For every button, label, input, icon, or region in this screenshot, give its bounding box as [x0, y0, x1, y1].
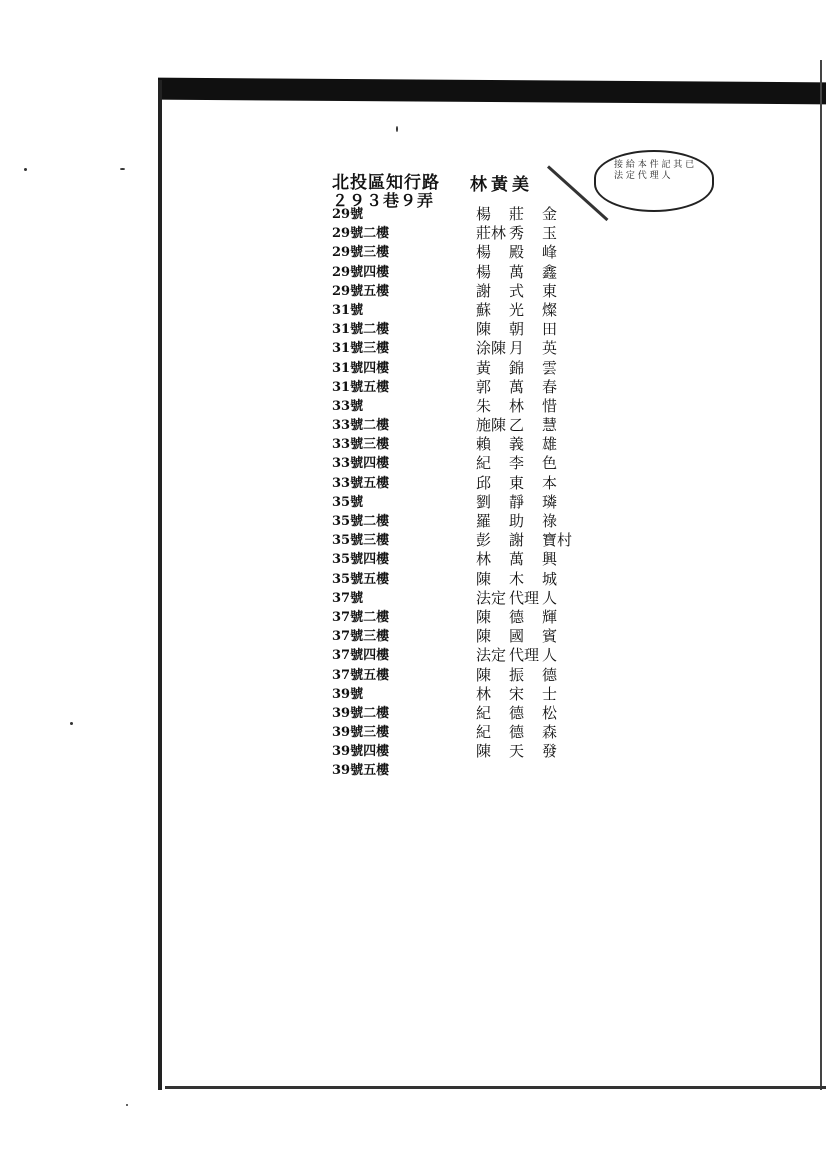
name-char: 峰 — [542, 243, 558, 262]
name-char: 興 — [542, 550, 558, 569]
address-row: 39號五樓 — [332, 763, 390, 779]
name-char: 彭 — [476, 531, 492, 550]
name-char: 秀 — [509, 224, 525, 243]
page-left-border — [158, 80, 162, 1090]
address-row: 33號二樓 — [332, 418, 390, 434]
address-row: 37號二樓 — [332, 609, 390, 625]
street-address-heading: 北投區知行路 — [332, 173, 440, 193]
name-char: 陳 — [476, 665, 492, 684]
resident-name-row — [476, 243, 576, 262]
resident-name-row — [476, 435, 576, 454]
name-char: 陳 — [476, 320, 492, 339]
name-char: 殿 — [509, 243, 525, 262]
name-char: 德 — [509, 723, 525, 742]
resident-name-row — [476, 378, 576, 397]
name-char: 田 — [542, 320, 558, 339]
address-row: 35號五樓 — [332, 571, 390, 587]
name-char: 靜 — [509, 492, 525, 511]
address-list — [332, 205, 389, 781]
address-row: 37號五樓 — [332, 667, 390, 683]
name-char: 松 — [542, 703, 558, 722]
address-row: 35號四樓 — [332, 552, 390, 568]
address-row: 31號四樓 — [332, 360, 390, 376]
name-char: 法定 — [476, 588, 507, 607]
name-char: 陳 — [476, 742, 492, 761]
name-char: 朱 — [476, 396, 492, 415]
name-char: 楊 — [476, 205, 492, 223]
name-char: 楊 — [476, 243, 492, 262]
resident-name-row — [476, 397, 576, 416]
resident-name-row — [476, 531, 576, 550]
stamp-line: 法 定 代 理 人 — [614, 171, 671, 181]
name-char: 黃 — [476, 358, 492, 377]
name-char: 萬 — [509, 262, 525, 281]
scan-speck — [126, 1104, 128, 1106]
resident-name-row — [476, 570, 576, 589]
address-row: 31號三樓 — [332, 341, 390, 357]
name-char: 莊 — [509, 205, 525, 223]
address-row: 35號三樓 — [332, 533, 390, 549]
address-row: 39號二樓 — [332, 705, 390, 721]
address-row: 31號五樓 — [332, 379, 390, 395]
name-char: 惜 — [542, 396, 558, 415]
address-row: 37號三樓 — [332, 629, 390, 645]
name-char: 代理 — [509, 588, 540, 607]
resident-name-row — [476, 550, 576, 569]
name-char: 萬 — [509, 550, 525, 569]
name-char: 士 — [542, 684, 558, 703]
name-char: 郭 — [476, 377, 492, 396]
name-char: 賓 — [542, 627, 558, 646]
name-char: 涂陳 — [476, 339, 507, 358]
name-char: 代理 — [509, 646, 540, 665]
resident-name-row — [476, 723, 576, 742]
name-char: 李 — [509, 454, 525, 473]
address-row: 33號 — [332, 398, 364, 414]
resident-name-row — [476, 608, 576, 627]
address-row: 37號 — [332, 590, 364, 606]
name-char: 法定 — [476, 646, 507, 665]
name-char: 色 — [542, 454, 558, 473]
name-char: 木 — [509, 569, 525, 588]
name-char: 羅 — [476, 512, 492, 530]
name-char: 輝 — [542, 607, 558, 626]
address-row: 29號 — [332, 207, 364, 222]
name-char: 金 — [542, 205, 558, 223]
resident-name-row — [476, 301, 576, 320]
scan-speck — [70, 722, 73, 725]
resident-name-row — [476, 224, 576, 243]
address-row: 29號四樓 — [332, 264, 390, 280]
name-char: 助 — [509, 512, 525, 530]
address-row: 33號四樓 — [332, 456, 390, 472]
resident-name-row — [476, 627, 576, 646]
scan-speck — [396, 126, 398, 132]
resident-name-row — [476, 320, 576, 339]
address-row: 39號 — [332, 686, 364, 702]
name-char: 謝 — [476, 281, 492, 300]
name-char: 玉 — [542, 224, 558, 243]
name-char: 林 — [476, 550, 492, 569]
resident-name-row — [476, 339, 576, 358]
name-char: 發 — [542, 742, 558, 761]
name-char: 宋 — [509, 684, 525, 703]
name-char: 義 — [509, 435, 525, 454]
name-char: 天 — [509, 742, 525, 761]
name-char: 德 — [509, 703, 525, 722]
name-char: 德 — [509, 607, 525, 626]
resident-name-row — [476, 589, 576, 608]
address-row: 39號三樓 — [332, 725, 390, 741]
address-row: 33號五樓 — [332, 475, 390, 491]
name-char: 人 — [542, 588, 558, 607]
lane-heading: ２９３巷９弄 — [332, 191, 435, 210]
name-char: 楊 — [476, 262, 492, 281]
name-char: 莊林 — [476, 224, 507, 243]
name-char: 月 — [509, 339, 525, 358]
name-char: 東 — [542, 281, 558, 300]
name-char: 本 — [542, 473, 558, 492]
name-char: 陳 — [476, 627, 492, 646]
name-char: 林 — [509, 396, 525, 415]
name-char: 燦 — [542, 300, 558, 319]
resident-name-row — [476, 666, 576, 685]
name-char: 國 — [509, 627, 525, 646]
resident-name-row — [476, 263, 576, 282]
name-char: 森 — [542, 723, 558, 742]
name-char: 陳 — [476, 607, 492, 626]
resident-name-row — [476, 282, 576, 301]
official-stamp — [594, 150, 714, 212]
name-char: 紀 — [476, 723, 492, 742]
name-char: 陳 — [476, 569, 492, 588]
stamp-line: 接 給 本 件 記 其 已 — [614, 160, 695, 170]
address-row: 31號二樓 — [332, 322, 390, 338]
name-char: 紀 — [476, 454, 492, 473]
address-row: 29號五樓 — [332, 283, 390, 299]
name-char: 東 — [509, 473, 525, 492]
address-row: 35號二樓 — [332, 514, 390, 529]
page-top-border — [158, 78, 826, 105]
resident-name-list — [476, 205, 576, 761]
resident-name-row — [476, 359, 576, 378]
name-char: 振 — [509, 665, 525, 684]
address-row: 39號四樓 — [332, 744, 390, 760]
name-char: 邱 — [476, 473, 492, 492]
scan-speck — [24, 168, 27, 171]
address-row: 29號三樓 — [332, 245, 390, 261]
name-char: 蘇 — [476, 300, 492, 319]
name-char: 城 — [542, 569, 558, 588]
address-row: 37號四樓 — [332, 648, 390, 664]
name-char: 施陳 — [476, 416, 507, 435]
name-char: 人 — [542, 646, 558, 665]
address-row: 31號 — [332, 302, 364, 318]
resident-name-row — [476, 685, 576, 704]
name-char: 鑫 — [542, 262, 558, 281]
resident-name-row — [476, 205, 576, 224]
name-char: 賴 — [476, 435, 492, 454]
name-char: 朝 — [509, 320, 525, 339]
page-bottom-border — [165, 1086, 826, 1089]
names-heading: 林黃美 — [470, 175, 533, 195]
name-char: 謝 — [509, 531, 525, 550]
resident-name-row — [476, 646, 576, 665]
resident-name-row — [476, 416, 576, 435]
address-row: 33號三樓 — [332, 437, 390, 453]
name-char: 乙 — [509, 416, 525, 435]
name-char: 慧 — [542, 416, 558, 435]
name-char: 光 — [509, 300, 525, 319]
name-char: 雲 — [542, 358, 558, 377]
name-char: 璘 — [542, 492, 558, 511]
name-char: 德 — [542, 665, 558, 684]
name-char: 雄 — [542, 435, 558, 454]
name-char: 祿 — [542, 512, 558, 530]
address-row: 35號 — [332, 494, 364, 510]
name-char: 式 — [509, 281, 525, 300]
resident-name-row — [476, 742, 576, 761]
name-char: 萬 — [509, 377, 525, 396]
scan-speck — [120, 168, 125, 170]
name-char: 紀 — [476, 703, 492, 722]
name-char: 林 — [476, 684, 492, 703]
resident-name-row — [476, 493, 576, 512]
name-char: 英 — [542, 339, 558, 358]
name-char: 春 — [542, 377, 558, 396]
name-char: 劉 — [476, 492, 492, 511]
page-right-border — [820, 60, 822, 1090]
resident-name-row — [476, 454, 576, 473]
name-char: 寶村 — [542, 531, 573, 550]
resident-name-row — [476, 512, 576, 531]
address-row: 29號二樓 — [332, 226, 390, 242]
name-char: 錦 — [509, 358, 525, 377]
resident-name-row — [476, 704, 576, 723]
resident-name-row — [476, 474, 576, 493]
